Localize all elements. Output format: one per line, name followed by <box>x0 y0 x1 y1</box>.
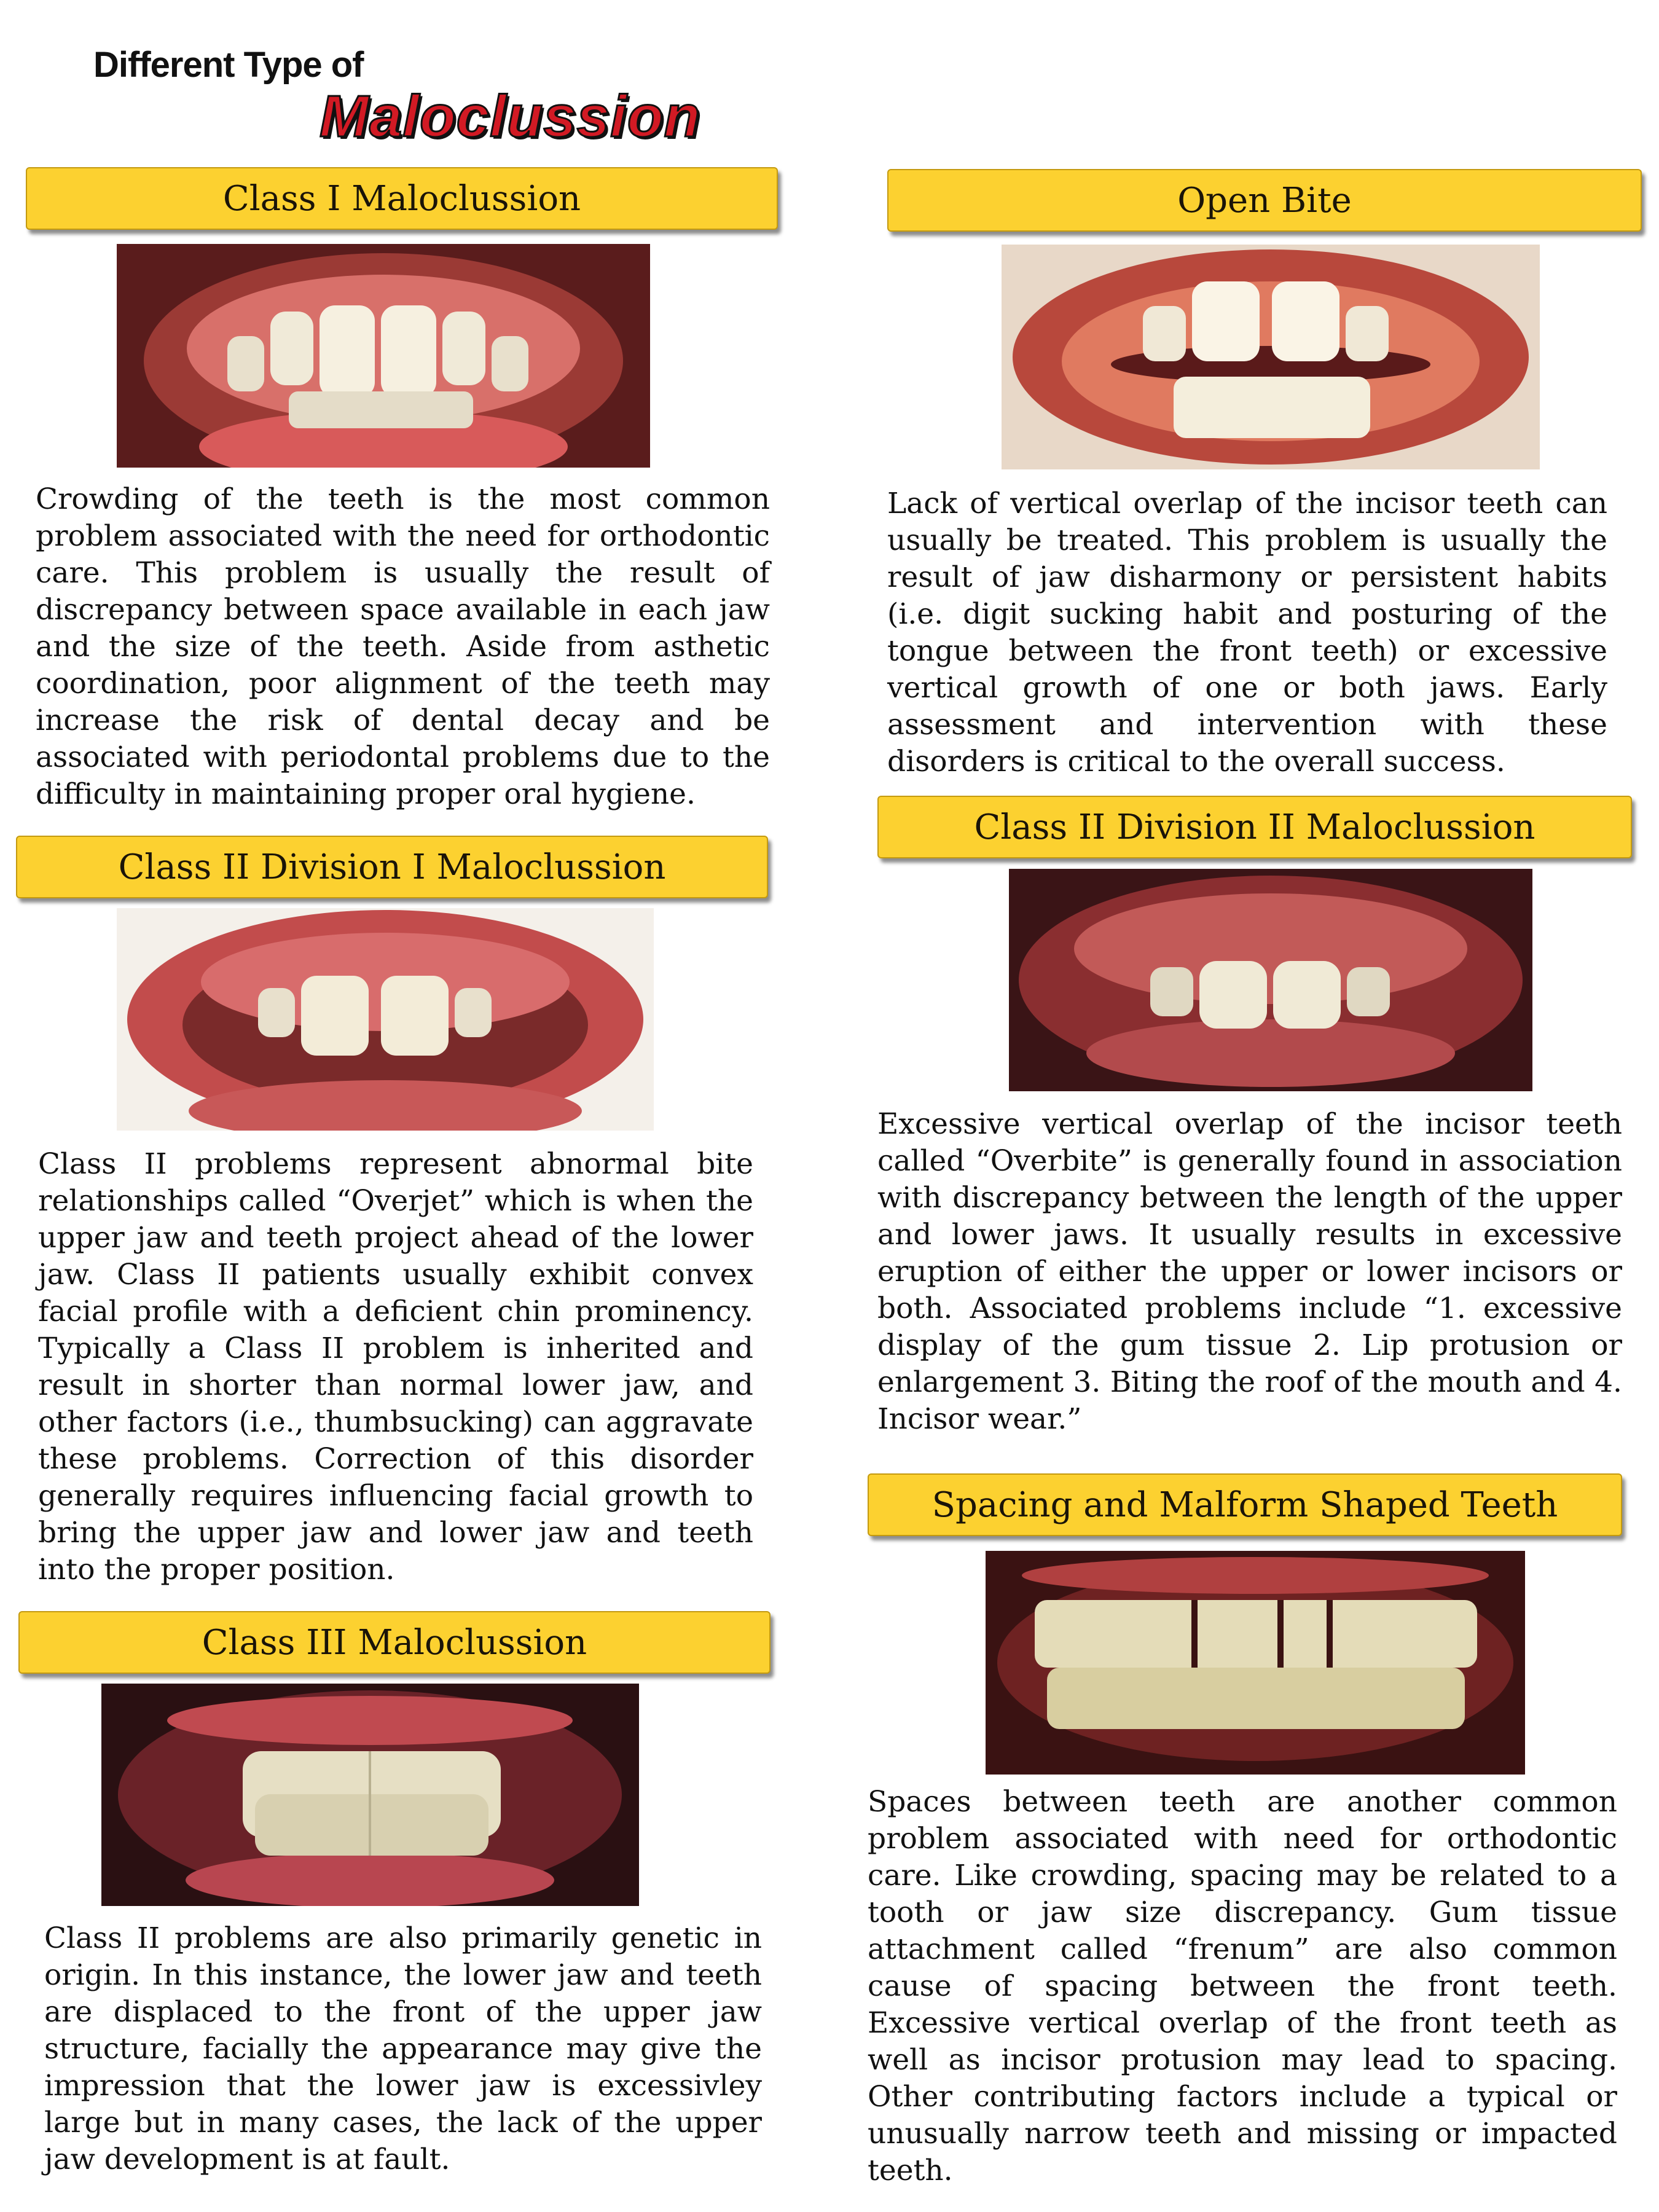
class2div1-text: Class II problems represent abnormal bite relationships called “Overjet” which is when the upper jaw and teeth project ahead of the lower jaw. Class II patients usually exhibit convex facial profile with a deficient chin prominency. Typically a Class II problem is inherited and result in shorter than normal lower jaw, and other factors (i.e., thumbsucking) can aggravate these problems. Correction of this disorder generally requires influencing facial growth to bring the upper jaw and lower jaw and teeth into the proper position. <box>38 1147 753 1586</box>
title-line-1: Different Type of <box>93 45 364 85</box>
class3-heading-label: Class III Maloclussion <box>202 1622 587 1663</box>
class2div1-photo <box>117 908 654 1131</box>
openbite-photo <box>1002 245 1540 469</box>
spacing-heading-label: Spacing and Malform Shaped Teeth <box>931 1484 1558 1525</box>
spacing-heading <box>868 1473 1622 1536</box>
openbite-heading-label: Open Bite <box>1177 180 1352 221</box>
class2div2-heading <box>877 796 1632 858</box>
class1-heading <box>26 167 778 230</box>
class1-heading-label: Class I Maloclussion <box>222 178 581 219</box>
openbite-heading <box>887 169 1642 232</box>
class1-photo <box>117 244 650 468</box>
title-line-2: Maloclussion <box>320 84 701 149</box>
class2div2-heading-label: Class II Division II Maloclussion <box>974 807 1535 847</box>
class3-photo <box>101 1684 639 1906</box>
openbite-text: Lack of vertical overlap of the incisor teeth can usually be treated. This problem is usually the result of jaw disharmony or persistent habits (i.e. digit sucking habit and posturing of the tongue between the front teeth) or excessive vertical growth of one or both jaws. Early assessment and intervention with these disorders is critical to the overall success. <box>887 487 1607 779</box>
spacing-photo <box>986 1551 1525 1775</box>
class3-heading <box>18 1611 771 1674</box>
class3-text: Class II problems are also primarily genetic in origin. In this instance, the lower jaw and teeth are displaced to the front of the upper jaw structure, facially the appearance may give the impression that the lower jaw is excessivley large but in many cases, the lack of the upper jaw development is at fault. <box>44 1921 762 2176</box>
class2div1-heading-label: Class II Division I Maloclussion <box>118 847 666 887</box>
class1-text: Crowding of the teeth is the most common problem associated with the need for orthodontic care. This problem is usually the result of discrepancy between space available in each jaw and the size of the teeth. Aside from asthetic coordination, poor alignment of the teeth may increase the risk of dental decay and be associated with periodontal problems due to the difficulty in maintaining proper oral hygiene. <box>36 482 770 811</box>
class2div2-text: Excessive vertical overlap of the incisor teeth called “Overbite” is generally found in association with discrepancy between the length of the upper and lower jaws. It usually results in excessive eruption of either the upper or lower incisors or both. Associated problems include “1. excessive display of the gum tissue 2. Lip protusion or enlargement 3. Biting the roof of the mouth and 4. Incisor wear.” <box>877 1107 1622 1436</box>
class2div2-photo <box>1009 869 1532 1091</box>
class2div1-heading <box>16 836 768 898</box>
spacing-text: Spaces between teeth are another common problem associated with need for orthodontic care. Like crowding, spacing may be related to a tooth or jaw size discrepancy. Gum tissue attachment called “frenum” are also common cause of spacing between the front teeth. Excessive vertical overlap of the front teeth as well as incisor protusion may lead to spacing. Other contributing factors include a typical or unusually narrow teeth and missing or impacted teeth. <box>868 1785 1617 2187</box>
